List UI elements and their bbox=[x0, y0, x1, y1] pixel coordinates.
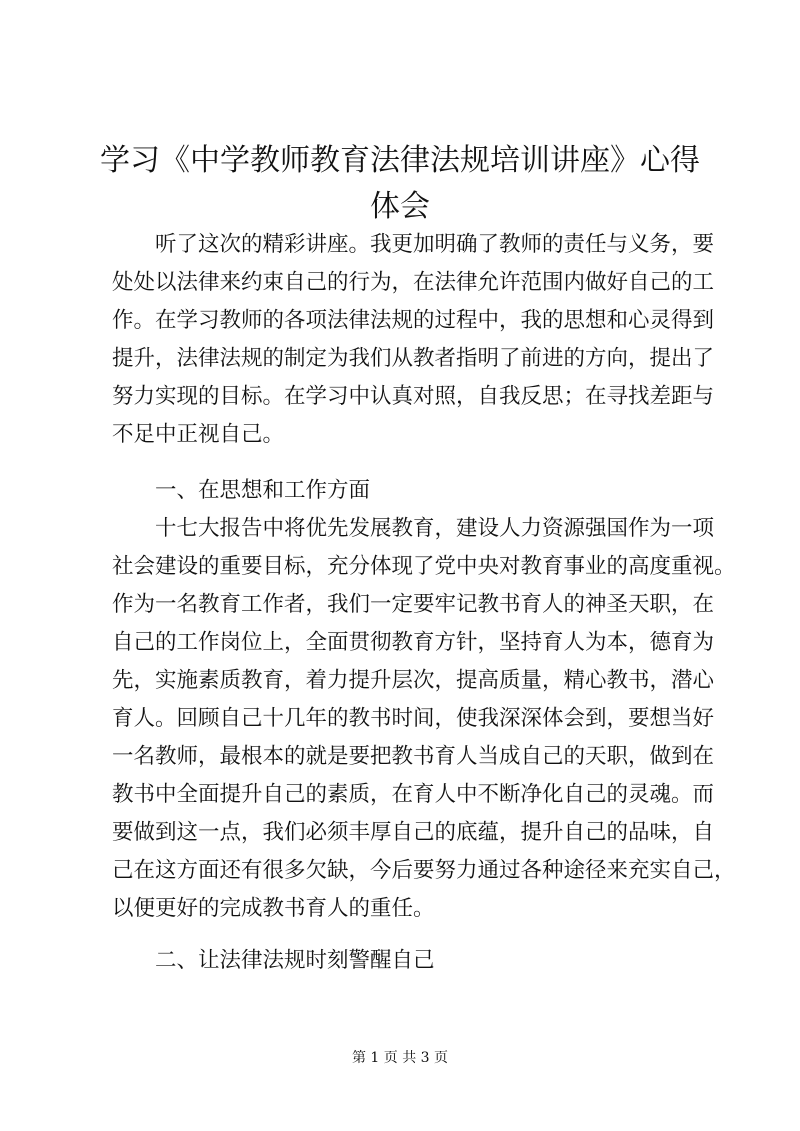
paragraph-1-line-4: 提升，法律法规的制定为我们从教者指明了前进的方向，提出了 bbox=[112, 346, 715, 371]
document-title-line-1: 学习《中学教师教育法律法规培训讲座》心得 bbox=[100, 143, 700, 178]
paragraph-1-line-3: 作。在学习教师的各项法律法规的过程中，我的思想和心灵得到 bbox=[112, 308, 715, 333]
paragraph-1-line-2: 处处以法律来约束自己的行为，在法律允许范围内做好自己的工 bbox=[112, 270, 715, 295]
section-heading-1: 一、在思想和工作方面 bbox=[155, 478, 371, 503]
paragraph-2-line-4: 自己的工作岗位上，全面贯彻教育方针，坚持育人为本，德育为 bbox=[112, 630, 715, 655]
paragraph-2-line-3: 作为一名教育工作者，我们一定要牢记教书育人的神圣天职，在 bbox=[112, 592, 715, 617]
paragraph-2-line-6: 育人。回顾自己十几年的教书时间，使我深深体会到，要想当好 bbox=[112, 706, 715, 731]
page-footer: 第 1 页 共 3 页 bbox=[351, 1050, 449, 1066]
paragraph-2-line-11: 以便更好的完成教书育人的重任。 bbox=[112, 896, 435, 921]
paragraph-2-line-7: 一名教师，最根本的就是要把教书育人当成自己的天职，做到在 bbox=[112, 744, 715, 769]
paragraph-1-line-1: 听了这次的精彩讲座。我更加明确了教师的责任与义务，要 bbox=[155, 232, 715, 257]
document-title-line-2: 体会 bbox=[370, 189, 430, 224]
paragraph-2-line-8: 教书中全面提升自己的素质，在育人中不断净化自己的灵魂。而 bbox=[112, 782, 715, 807]
paragraph-1-line-6: 不足中正视自己。 bbox=[112, 422, 285, 447]
paragraph-2-line-5: 先，实施素质教育，着力提升层次，提高质量，精心教书，潜心 bbox=[112, 668, 715, 693]
paragraph-2-line-10: 己在这方面还有很多欠缺，今后要努力通过各种途径来充实自己， bbox=[112, 858, 736, 883]
paragraph-1-line-5: 努力实现的目标。在学习中认真对照，自我反思；在寻找差距与 bbox=[112, 384, 715, 409]
section-heading-2: 二、让法律法规时刻警醒自己 bbox=[155, 948, 435, 973]
paragraph-2-line-9: 要做到这一点，我们必须丰厚自己的底蕴，提升自己的品味，自 bbox=[112, 820, 715, 845]
paragraph-2-line-2: 社会建设的重要目标，充分体现了党中央对教育事业的高度重视。 bbox=[112, 554, 736, 579]
paragraph-2-line-1: 十七大报告中将优先发展教育，建设人力资源强国作为一项 bbox=[155, 516, 715, 541]
